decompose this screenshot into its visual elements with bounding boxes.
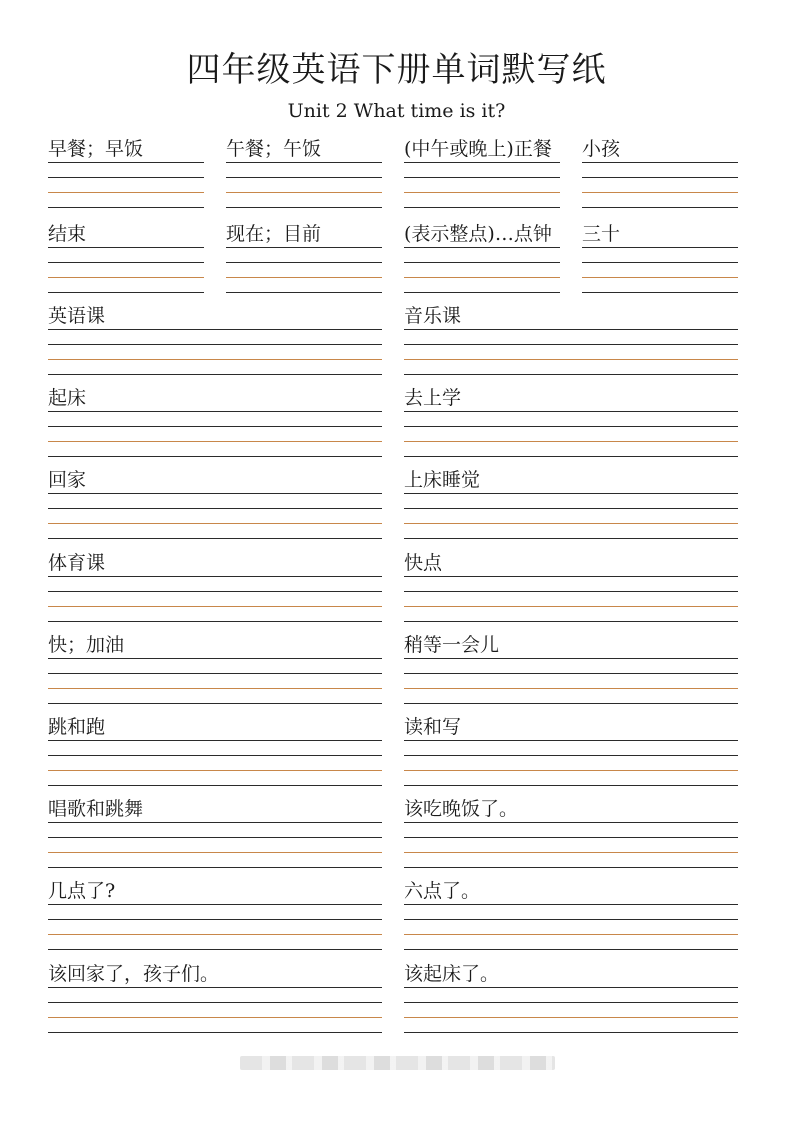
writing-line (226, 262, 382, 263)
writing-midline (404, 852, 738, 853)
writing-midline (48, 359, 382, 360)
writing-line (582, 292, 738, 293)
writing-line (404, 538, 738, 539)
writing-line (48, 621, 382, 622)
writing-midline (48, 606, 382, 607)
phrase-cell (48, 550, 382, 624)
writing-line (582, 177, 738, 178)
writing-line (226, 292, 382, 293)
word-prompt-label: 快点 (404, 552, 443, 574)
writing-line (404, 262, 560, 263)
writing-line (404, 456, 738, 457)
word-prompt-label: 快；加油 (48, 634, 125, 656)
writing-line (582, 262, 738, 263)
writing-line (404, 1002, 738, 1003)
phrase-cell (48, 385, 382, 459)
writing-line (48, 262, 204, 263)
writing-line (404, 177, 560, 178)
writing-line (404, 867, 738, 868)
writing-line (48, 837, 382, 838)
writing-line (48, 329, 382, 330)
writing-line (48, 344, 382, 345)
writing-line (48, 822, 382, 823)
writing-line (48, 576, 382, 577)
writing-line (404, 426, 738, 427)
writing-line (404, 785, 738, 786)
phrase-cell (404, 550, 738, 624)
word-prompt-label: 该起床了。 (404, 963, 500, 985)
writing-line (48, 426, 382, 427)
writing-line (48, 247, 204, 248)
phrase-cell (404, 796, 738, 870)
phrase-cell (48, 961, 382, 1035)
writing-midline (48, 277, 204, 278)
writing-midline (404, 606, 738, 607)
writing-midline (48, 770, 382, 771)
word-prompt-label: 小孩 (582, 138, 621, 160)
phrase-cell (48, 303, 382, 377)
phrase-cell (404, 714, 738, 788)
word-cell (226, 136, 382, 210)
writing-midline (48, 688, 382, 689)
writing-line (404, 292, 560, 293)
writing-line (404, 374, 738, 375)
word-prompt-label: 跳和跑 (48, 716, 106, 738)
writing-line (404, 508, 738, 509)
word-cell (404, 221, 560, 295)
writing-midline (404, 277, 560, 278)
phrase-cell (48, 467, 382, 541)
writing-line (48, 493, 382, 494)
writing-line (48, 755, 382, 756)
writing-midline (404, 1017, 738, 1018)
writing-line (404, 740, 738, 741)
writing-midline (404, 441, 738, 442)
writing-midline (404, 359, 738, 360)
word-prompt-label: 回家 (48, 469, 87, 491)
phrase-cell (48, 796, 382, 870)
writing-line (48, 949, 382, 950)
writing-line (404, 1032, 738, 1033)
phrase-cell (404, 303, 738, 377)
word-prompt-label: 稍等一会儿 (404, 634, 500, 656)
writing-midline (404, 770, 738, 771)
writing-line (404, 837, 738, 838)
writing-midline (48, 852, 382, 853)
phrase-cell (404, 632, 738, 706)
writing-line (404, 329, 738, 330)
writing-line (48, 508, 382, 509)
writing-line (404, 822, 738, 823)
writing-line (404, 591, 738, 592)
word-prompt-label: 六点了。 (404, 880, 481, 902)
writing-line (48, 411, 382, 412)
word-prompt-label: 音乐课 (404, 305, 462, 327)
writing-line (404, 673, 738, 674)
word-cell (48, 221, 204, 295)
writing-midline (404, 688, 738, 689)
writing-line (48, 904, 382, 905)
word-prompt-label: 去上学 (404, 387, 462, 409)
word-prompt-label: 现在；目前 (226, 223, 322, 245)
word-prompt-label: (中午或晚上)正餐 (404, 138, 552, 160)
writing-line (48, 1032, 382, 1033)
word-prompt-label: 上床睡觉 (404, 469, 481, 491)
word-prompt-label: 英语课 (48, 305, 106, 327)
writing-line (48, 374, 382, 375)
writing-midline (226, 192, 382, 193)
writing-line (48, 292, 204, 293)
word-prompt-label: 读和写 (404, 716, 462, 738)
writing-midline (582, 192, 738, 193)
writing-midline (48, 1017, 382, 1018)
writing-line (48, 785, 382, 786)
writing-line (226, 162, 382, 163)
word-prompt-label: 该吃晚饭了。 (404, 798, 519, 820)
word-prompt-label: 几点了? (48, 880, 116, 902)
phrase-cell (404, 878, 738, 952)
word-prompt-label: 唱歌和跳舞 (48, 798, 144, 820)
writing-line (404, 247, 560, 248)
writing-line (404, 987, 738, 988)
phrase-cell (48, 632, 382, 706)
writing-line (48, 703, 382, 704)
writing-line (48, 162, 204, 163)
writing-line (48, 867, 382, 868)
phrase-cell (404, 385, 738, 459)
page-title: 四年级英语下册单词默写纸 (186, 50, 607, 90)
writing-midline (48, 192, 204, 193)
writing-line (48, 456, 382, 457)
word-prompt-label: 该回家了，孩子们。 (48, 963, 220, 985)
writing-line (48, 673, 382, 674)
word-cell (48, 136, 204, 210)
writing-midline (404, 523, 738, 524)
writing-line (582, 207, 738, 208)
writing-line (226, 177, 382, 178)
writing-line (404, 493, 738, 494)
blurred-footer-watermark (240, 1056, 555, 1070)
writing-line (48, 207, 204, 208)
word-cell (582, 136, 738, 210)
phrase-cell (48, 714, 382, 788)
writing-line (404, 658, 738, 659)
writing-line (404, 576, 738, 577)
writing-line (582, 247, 738, 248)
writing-midline (48, 523, 382, 524)
writing-line (404, 207, 560, 208)
word-cell (226, 221, 382, 295)
word-prompt-label: 午餐；午饭 (226, 138, 322, 160)
writing-line (404, 755, 738, 756)
writing-line (48, 1002, 382, 1003)
writing-midline (48, 441, 382, 442)
word-cell (404, 136, 560, 210)
writing-line (404, 411, 738, 412)
word-prompt-label: (表示整点)…点钟 (404, 223, 552, 245)
writing-midline (404, 934, 738, 935)
writing-line (404, 904, 738, 905)
word-prompt-label: 三十 (582, 223, 621, 245)
writing-line (226, 247, 382, 248)
phrase-cell (48, 878, 382, 952)
word-prompt-label: 起床 (48, 387, 87, 409)
phrase-cell (404, 467, 738, 541)
writing-line (48, 740, 382, 741)
writing-midline (48, 934, 382, 935)
writing-line (404, 162, 560, 163)
word-prompt-label: 体育课 (48, 552, 106, 574)
writing-line (582, 162, 738, 163)
writing-line (404, 703, 738, 704)
writing-line (226, 207, 382, 208)
word-cell (582, 221, 738, 295)
writing-line (404, 344, 738, 345)
writing-line (48, 919, 382, 920)
writing-line (48, 177, 204, 178)
writing-line (48, 658, 382, 659)
writing-line (48, 591, 382, 592)
writing-midline (582, 277, 738, 278)
writing-midline (404, 192, 560, 193)
phrase-cell (404, 961, 738, 1035)
writing-line (48, 987, 382, 988)
unit-subtitle: Unit 2 What time is it? (287, 100, 506, 122)
writing-line (404, 919, 738, 920)
writing-midline (226, 277, 382, 278)
writing-line (404, 949, 738, 950)
writing-line (48, 538, 382, 539)
word-prompt-label: 早餐；早饭 (48, 138, 144, 160)
word-prompt-label: 结束 (48, 223, 87, 245)
writing-line (404, 621, 738, 622)
